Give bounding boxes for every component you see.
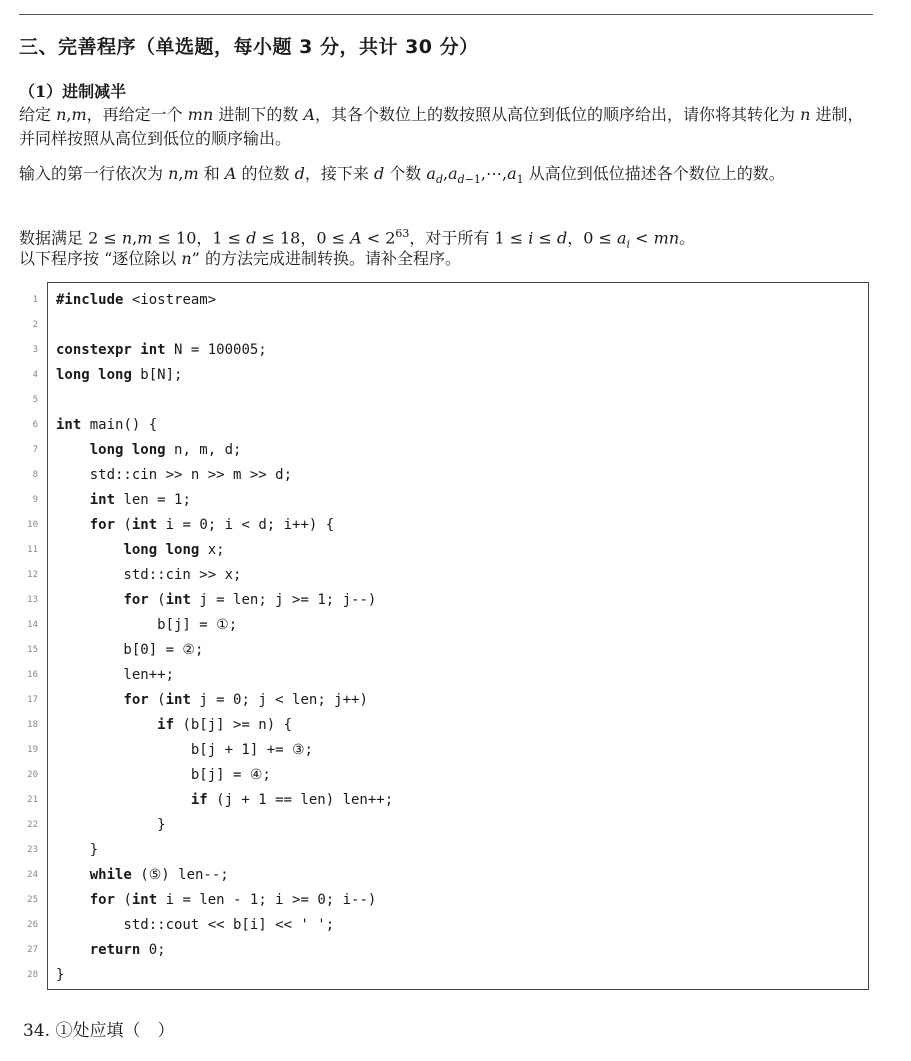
code-block — [27, 282, 869, 990]
code-line — [32, 463, 868, 488]
code-line — [32, 488, 868, 513]
line-number: 17 — [27, 695, 38, 705]
line-number: 24 — [27, 870, 38, 880]
line-number: 23 — [27, 845, 38, 855]
code-text: std::cin >> n >> m >> d; — [56, 467, 293, 483]
code-text: for (int j = len; j >= 1; j--) — [123, 592, 377, 608]
code-text: b[0] = ②; — [56, 642, 204, 658]
code-text: if (b[j] >= n) { — [157, 717, 293, 733]
constraints: 数据满足 2 ≤ n,m ≤ 10，1 ≤ d ≤ 18，$0 \le A < 2^{63}$，对于所有 1 ≤ i ≤ d，$0 \le a_i$ < mn。 — [19, 227, 696, 251]
line-number: 26 — [27, 920, 38, 930]
code-line — [27, 838, 868, 863]
code-text: int len = 1; — [89, 492, 191, 508]
code-line — [27, 538, 868, 563]
line-number: 14 — [27, 620, 38, 630]
code-line — [27, 863, 868, 888]
code-line — [27, 713, 868, 738]
code-text: long long x; — [123, 542, 225, 558]
code-line — [32, 438, 868, 463]
code-text: } — [56, 817, 166, 833]
code-text: std::cout << b[i] << ' '; — [56, 917, 335, 933]
line-number: 22 — [27, 820, 38, 830]
code-line — [27, 763, 868, 788]
code-line — [27, 663, 868, 688]
code-line — [32, 288, 868, 313]
line-number: 6 — [32, 420, 38, 430]
code-text: long long n, m, d; — [89, 442, 242, 458]
code-line — [27, 963, 868, 988]
code-text: b[j] = ①; — [56, 617, 238, 633]
line-number: 9 — [32, 495, 38, 505]
code-line — [27, 788, 868, 813]
line-number: 2 — [32, 320, 38, 330]
code-line — [27, 513, 868, 538]
code-line — [32, 388, 868, 413]
line-number: 27 — [27, 945, 38, 955]
question-34: 34. ①处应填（ ） — [23, 1021, 175, 1041]
line-number: 20 — [27, 770, 38, 780]
problem-title: （1）进制减半 — [19, 82, 127, 101]
code-text: for (int i = 0; i < d; i++) { — [89, 517, 335, 533]
code-text: if (j + 1 == len) len++; — [190, 792, 394, 808]
line-number: 3 — [32, 345, 38, 355]
code-text: std::cin >> x; — [56, 567, 242, 583]
input-description: 输入的第一行依次为 n,m 和 A 的位数 d，接下来 d 个数 $a_d,a_{d-1},\cdots,a_1$ 从高位到低位描述各个数位上的数。 — [19, 164, 785, 187]
code-line — [32, 338, 868, 363]
section-title: 三、完善程序（单选题，每小题 3 分，共计 30 分） — [19, 36, 479, 58]
code-line — [27, 813, 868, 838]
code-line — [27, 938, 868, 963]
code-line — [32, 313, 868, 338]
code-text: int main() { — [56, 417, 158, 433]
code-line — [27, 913, 868, 938]
code-text: return 0; — [89, 942, 166, 958]
line-number: 12 — [27, 570, 38, 580]
code-text: b[j + 1] += ③; — [56, 742, 313, 758]
top-divider — [19, 14, 873, 15]
code-line — [27, 738, 868, 763]
code-line — [32, 363, 868, 388]
line-number: 25 — [27, 895, 38, 905]
line-number: 18 — [27, 720, 38, 730]
line-number: 11 — [27, 545, 38, 555]
code-text: } — [56, 967, 65, 983]
code-text: for (int i = len - 1; i >= 0; i--) — [89, 892, 377, 908]
line-number: 21 — [27, 795, 38, 805]
code-text: #include <iostream> — [56, 292, 217, 308]
line-number: 8 — [32, 470, 38, 480]
code-line — [27, 613, 868, 638]
line-number: 4 — [32, 370, 38, 380]
code-line — [27, 588, 868, 613]
code-line — [27, 888, 868, 913]
line-number: 5 — [32, 395, 38, 405]
line-number: 19 — [27, 745, 38, 755]
code-text: for (int j = 0; j < len; j++) — [123, 692, 368, 708]
code-text: } — [56, 842, 99, 858]
problem-description: 给定 n,m，再给定一个 mn 进制下的数 A，其各个数位上的数按照从高位到低位的顺序给出，请你将其转化为 n 进制，并同样按照从高位到低位的顺序输出。 — [19, 105, 864, 148]
code-text: long long b[N]; — [56, 367, 183, 383]
line-number: 15 — [27, 645, 38, 655]
line-number: 10 — [27, 520, 38, 530]
code-text: b[j] = ④; — [56, 767, 271, 783]
code-line — [27, 688, 868, 713]
code-text: len++; — [56, 667, 175, 683]
code-line — [27, 563, 868, 588]
line-number: 13 — [27, 595, 38, 605]
code-line — [32, 413, 868, 438]
code-text: constexpr int N = 100005; — [56, 342, 267, 358]
code-text: while (⑤) len--; — [89, 867, 229, 883]
line-number: 16 — [27, 670, 38, 680]
line-number: 1 — [32, 295, 38, 305]
instruction: 以下程序按 “逐位除以 n” 的方法完成进制转换。请补全程序。 — [19, 249, 461, 268]
code-line — [27, 638, 868, 663]
line-number: 7 — [32, 445, 38, 455]
line-number: 28 — [27, 970, 38, 980]
